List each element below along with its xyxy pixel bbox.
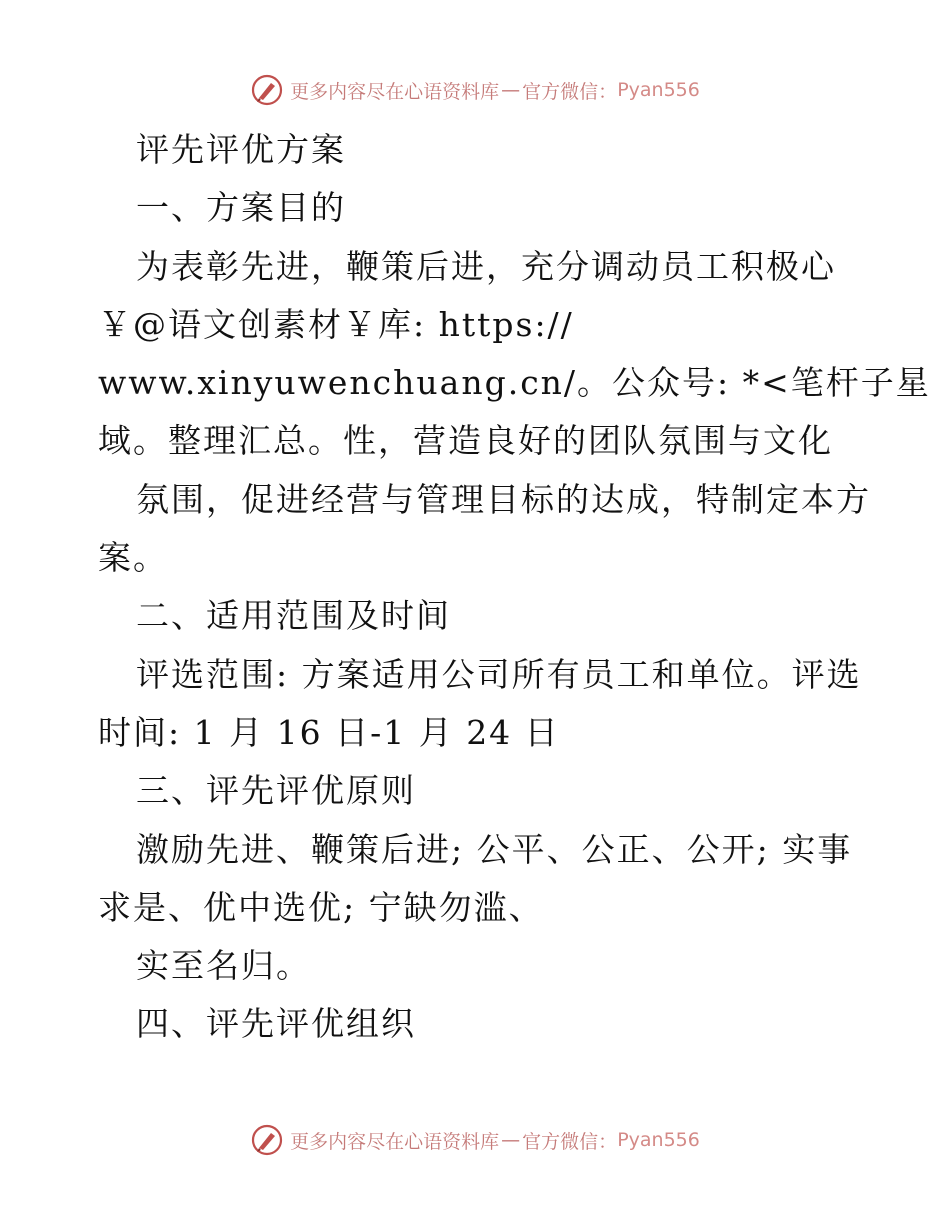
document-line: 二、适用范围及时间 xyxy=(136,596,451,636)
document-line: 四、评先评优组织 xyxy=(136,1004,416,1044)
banner-text: 更多内容尽在心语资料库 xyxy=(290,1130,500,1153)
banner-separator: — xyxy=(501,79,521,101)
document-line: 时间: 1 月 16 日-1 月 24 日 xyxy=(98,712,560,752)
banner-separator: — xyxy=(501,1129,521,1151)
document-line: 求是、优中选优; 宁缺勿滥、 xyxy=(98,887,544,927)
banner-wechat-id: Pyan556 xyxy=(617,79,700,101)
pen-logo-icon xyxy=(250,1123,284,1157)
document-body xyxy=(98,121,931,1054)
document-line: 评选范围: 方案适用公司所有员工和单位。评选 xyxy=(136,654,862,694)
document-line: 三、评先评优原则 xyxy=(136,771,416,811)
pen-logo-icon xyxy=(250,73,284,107)
banner-text: 更多内容尽在心语资料库 xyxy=(290,80,500,103)
document-line: 为表彰先进，鞭策后进，充分调动员工积极心 xyxy=(136,246,836,286)
document-line: 激励先进、鞭策后进; 公平、公正、公开; 实事 xyxy=(136,829,853,869)
document-line: www.xinyuwenchuang.cn/。公众号: *<笔杆子星 xyxy=(98,363,931,403)
banner-wechat-label: 官方微信： xyxy=(522,1130,618,1153)
document-line: 实至名归。 xyxy=(136,946,311,986)
header-banner xyxy=(0,70,950,110)
document-line: 案。 xyxy=(98,538,168,578)
document-line: 评先评优方案 xyxy=(136,130,346,169)
document-line: 氛围，促进经营与管理目标的达成，特制定本方 xyxy=(136,479,871,519)
document-line: 域。整理汇总。性，营造良好的团队氛围与文化 xyxy=(98,421,833,461)
footer-banner xyxy=(0,1120,950,1160)
document-line: 一、方案目的 xyxy=(136,188,346,228)
document-line: ￥@语文创素材￥库: https:// xyxy=(98,304,574,344)
banner-wechat-id: Pyan556 xyxy=(617,1129,700,1151)
banner-wechat-label: 官方微信： xyxy=(522,80,618,103)
